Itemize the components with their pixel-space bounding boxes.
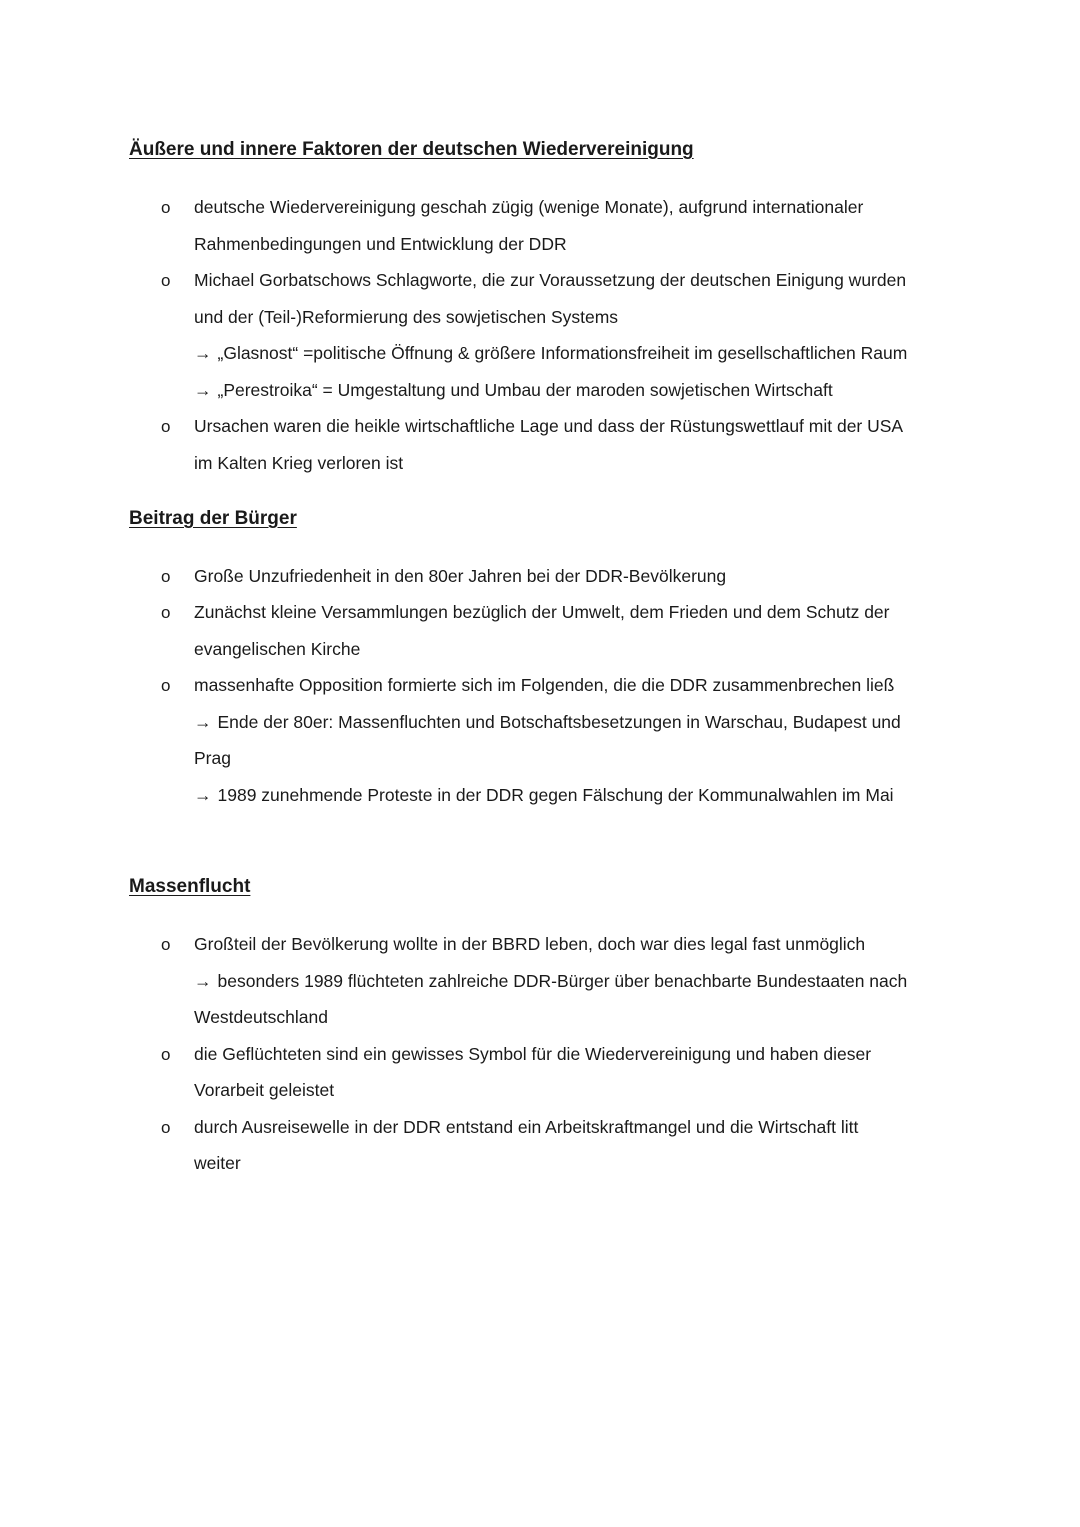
bullet-text: die Geflüchteten sind ein gewisses Symbol für die Wiedervereinigung und haben dieser: [194, 1044, 872, 1064]
section-heading-beitrag: Beitrag der Bürger: [129, 508, 297, 529]
arrow-line: [194, 712, 901, 732]
bullet-text: Vorarbeit geleistet: [194, 1080, 335, 1100]
arrow-icon: →: [194, 380, 212, 400]
bullet-text: Großteil der Bevölkerung wollte in der BBRD leben, doch war dies legal fast unmöglich: [194, 934, 866, 954]
arrow-text: „Perestroika“ = Umgestaltung und Umbau der maroden sowjetischen Wirtschaft: [217, 380, 833, 400]
arrow-text: besonders 1989 flüchteten zahlreiche DDR-Bürger über benachbarte Bundestaaten nach: [217, 971, 908, 991]
section-heading-faktoren: Äußere und innere Faktoren der deutschen Wiedervereinigung: [129, 139, 694, 160]
bullet-text: Ursachen waren die heikle wirtschaftliche Lage und dass der Rüstungswettlauf mit der USA: [194, 416, 904, 436]
bullet-text: Große Unzufriedenheit in den 80er Jahren bei der DDR-Bevölkerung: [194, 566, 727, 586]
bullet-marker: o: [161, 1118, 171, 1137]
arrow-text: Ende der 80er: Massenfluchten und Botschaftsbesetzungen in Warschau, Budapest und: [217, 712, 901, 732]
arrow-line: [194, 971, 907, 991]
bullet-text: Zunächst kleine Versammlungen bezüglich der Umwelt, dem Frieden und dem Schutz der: [194, 602, 890, 622]
bullet-text: deutsche Wiedervereinigung geschah zügig (wenige Monate), aufgrund internationaler: [194, 197, 864, 217]
arrow-icon: →: [194, 712, 212, 732]
arrow-continuation: Westdeutschland: [194, 1007, 328, 1027]
bullet-marker: o: [161, 935, 171, 954]
arrow-icon: →: [194, 785, 212, 805]
bullet-marker: o: [161, 417, 171, 436]
bullet-marker: o: [161, 676, 171, 695]
bullet-text: weiter: [194, 1153, 241, 1173]
bullet-marker: o: [161, 271, 171, 290]
bullet-text: im Kalten Krieg verloren ist: [194, 453, 404, 473]
bullet-text: und der (Teil-)Reformierung des sowjetischen Systems: [194, 307, 619, 327]
bullet-marker: o: [161, 603, 171, 622]
arrow-continuation: Prag: [194, 748, 231, 768]
section-heading-massenflucht: Massenflucht: [129, 876, 251, 897]
bullet-text: Rahmenbedingungen und Entwicklung der DDR: [194, 234, 567, 254]
arrow-icon: →: [194, 343, 212, 363]
arrow-line: [194, 380, 833, 400]
bullet-text: durch Ausreisewelle in der DDR entstand ein Arbeitskraftmangel und die Wirtschaft litt: [194, 1117, 859, 1137]
arrow-text: 1989 zunehmende Proteste in der DDR gegen Fälschung der Kommunalwahlen im Mai: [217, 785, 894, 805]
arrow-icon: →: [194, 971, 212, 991]
bullet-marker: o: [161, 567, 171, 586]
bullet-text: evangelischen Kirche: [194, 639, 361, 659]
bullet-marker: o: [161, 198, 171, 217]
arrow-line: [194, 785, 894, 805]
arrow-line: [194, 343, 907, 363]
arrow-text: „Glasnost“ =politische Öffnung & größere Informationsfreiheit im gesellschaftlichen Raum: [217, 343, 908, 363]
bullet-marker: o: [161, 1045, 171, 1064]
bullet-text: Michael Gorbatschows Schlagworte, die zur Voraussetzung der deutschen Einigung wurden: [194, 270, 907, 290]
bullet-text: massenhafte Opposition formierte sich im Folgenden, die die DDR zusammenbrechen ließ: [194, 675, 895, 695]
